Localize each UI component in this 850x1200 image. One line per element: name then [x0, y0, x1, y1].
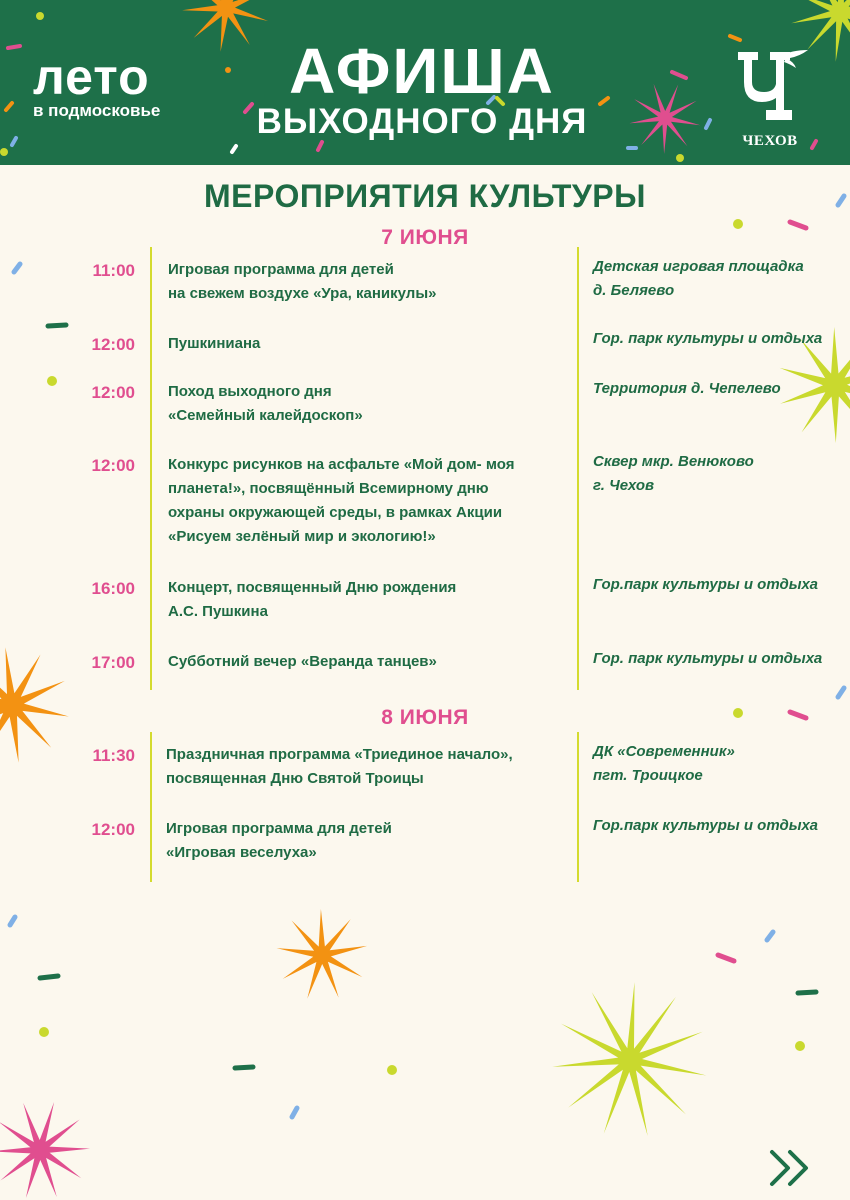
starburst-decoration — [552, 982, 706, 1136]
event-time: 16:00 — [91, 579, 135, 598]
day-heading-2: 8 ИЮНЯ — [381, 706, 469, 729]
event-title — [168, 650, 563, 674]
event-title — [168, 453, 563, 549]
starburst-decoration — [0, 647, 69, 762]
event-place-line: пгт. Троицкое — [593, 767, 703, 784]
event-place-line: Детская игровая площадка — [593, 258, 804, 275]
divider-line — [577, 732, 579, 882]
event-title-line: на свежем воздухе «Ура, каникулы» — [168, 285, 437, 302]
event-place-line: д. Беляево — [593, 282, 675, 299]
event-time: 11:30 — [92, 746, 135, 765]
event-time: 17:00 — [91, 653, 135, 672]
event-title-line: планета!», посвящённый Всемирному дню — [168, 480, 489, 497]
event-time: 12:00 — [91, 820, 135, 839]
event-time: 12:00 — [91, 335, 135, 354]
event-title-line: «Семейный калейдоскоп» — [168, 407, 363, 424]
event-title-line: Игровая программа для детей — [168, 261, 394, 278]
event-place-line: Гор.парк культуры и отдыха — [593, 576, 819, 593]
double-chevron-right-icon[interactable] — [768, 1148, 814, 1188]
poster-title-line2: ВЫХОДНОГО ДНЯ — [256, 102, 588, 141]
event-title — [166, 817, 561, 865]
day-heading-1: 7 ИЮНЯ — [381, 226, 469, 249]
event-place-line: ДК «Современник» — [593, 743, 735, 760]
event-title-line: «Игровая веселуха» — [166, 844, 317, 861]
event-time: 12:00 — [91, 456, 135, 475]
starburst-decoration — [0, 1102, 90, 1198]
event-place-line: Территория д. Чепелево — [593, 380, 781, 397]
event-title-line: А.С. Пушкина — [168, 603, 268, 620]
event-title — [166, 743, 561, 791]
event-place — [593, 255, 843, 303]
event-title — [168, 380, 563, 428]
event-title — [168, 258, 563, 306]
event-time: 12:00 — [91, 383, 135, 402]
chekhov-city-label: ЧЕХОВ — [742, 133, 798, 149]
event-place — [593, 814, 843, 838]
event-place-line: г. Чехов — [593, 477, 655, 494]
event-place-line: Гор. парк культуры и отдыха — [593, 330, 823, 347]
event-place — [593, 647, 843, 671]
event-title-line: охраны окружающей среды, в рамках Акции — [168, 504, 503, 521]
section-title: МЕРОПРИЯТИЯ КУЛЬТУРЫ — [204, 178, 646, 214]
chekhov-logo-icon — [730, 48, 810, 126]
event-place — [593, 377, 843, 401]
event-title-line: Поход выходного дня — [168, 383, 332, 400]
event-title — [168, 576, 563, 624]
event-title-line: Праздничная программа «Триединое начало», — [166, 746, 513, 763]
event-place-line: Гор. парк культуры и отдыха — [593, 650, 823, 667]
divider-line — [150, 732, 152, 882]
event-place — [593, 740, 843, 788]
event-title-line: посвященная Дню Святой Троицы — [166, 770, 424, 787]
leto-brand-subtitle: в подмосковье — [33, 101, 161, 120]
divider-line — [150, 247, 152, 690]
starburst-decoration — [277, 909, 368, 999]
event-title-line: Пушкиниана — [168, 335, 261, 352]
event-title — [168, 332, 563, 356]
event-place-line: Гор.парк культуры и отдыха — [593, 817, 819, 834]
chekhov-brand-logo — [725, 48, 815, 150]
event-title-line: «Рисуем зелёный мир и экологию!» — [168, 528, 436, 545]
event-place — [593, 327, 843, 351]
event-place — [593, 450, 843, 498]
event-title-line: Концерт, посвященный Дню рождения — [168, 579, 457, 596]
divider-line — [577, 247, 579, 690]
header-banner — [0, 0, 850, 165]
poster-title-line1: АФИША — [289, 35, 555, 107]
event-title-line: Конкурс рисунков на асфальте «Мой дом- моя — [168, 456, 515, 473]
event-time: 11:00 — [92, 261, 135, 280]
event-place — [593, 573, 843, 597]
event-title-line: Субботний вечер «Веранда танцев» — [168, 653, 437, 670]
event-place-line: Сквер мкр. Венюково — [593, 453, 754, 470]
event-title-line: Игровая программа для детей — [166, 820, 392, 837]
leto-brand-word: лето — [33, 49, 150, 105]
